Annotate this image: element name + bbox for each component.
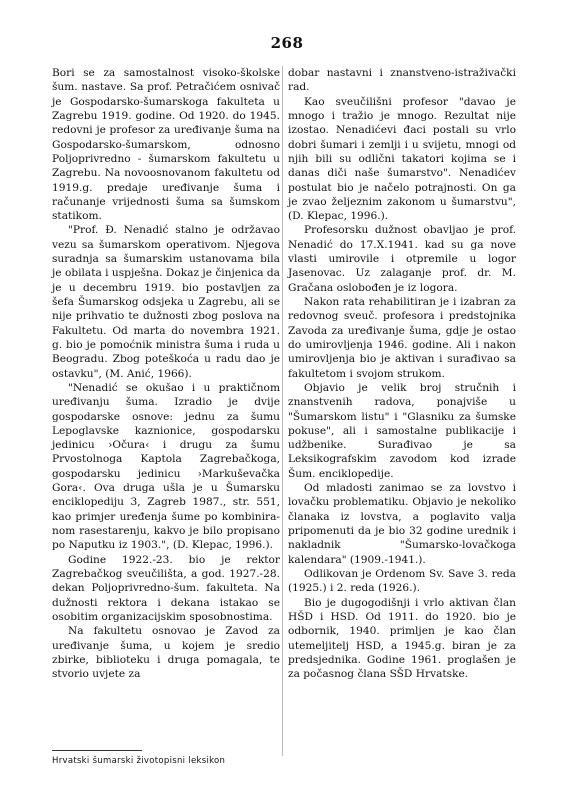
footer-title: Hrvatski šumarski životopisni leksikon [52, 756, 226, 766]
column-divider [282, 66, 283, 756]
paragraph: Godine 1922.-23. bio je rektor Zagrebačkog sveučilišta, a god. 1927.-28. dekan Poljoprivredno-šum. fakulteta. Na dužnosti rektora i dekana istakao se osobitim organizacijskim sposobnostima. [52, 553, 280, 623]
footer-rule [52, 750, 142, 751]
paragraph: Odlikovan je Ordenom Sv. Save 3. reda (1925.) i 2. reda (1926.). [288, 567, 516, 595]
paragraph: Bio je dugogodišnji i vrlo aktivan član HŠD i HSD. Od 1911. do 1920. bio je odbornik, 1940. primljen je kao član utemeljitelj HSD, a 1945.g. biran je za predsjednika. Godine 1961. proglašen je za počasnog člana SŠD Hrvatske. [288, 596, 516, 681]
paragraph: Nakon rata rehabilitiran je i izabran za redovnog sveuč. profesora i predstojnika Zavoda za uređivanje šuma, gdje je ostao do umirovljenja 1946. godine. Ali i nakon umirovljenja bio je aktivan i surađivao sa fakultetom i svojom strukom. [288, 296, 516, 380]
paragraph: dobar nastavni i znanstveno-istraživački rad. [288, 67, 516, 94]
left-column [52, 66, 280, 681]
paragraph: "Nenadić se okušao i u praktičnom uređivanju šuma. Izradio je dvije gospodarske osnove: jednu za šumu Lepoglavske kaznionice, gospodarsku jedinicu ›Očura‹ i drugu za šumu Prvostolnoga Kaptola Zagrebačkoga, gospodarsku jedinicu ›Markuševačka Gora‹. Ova druga ušla je u Šumarsku enciklopediju 3, Zagreb 1987., str. 551, kao primjer uređenja šume po kombiniranom rasestarenju, kakvo je bilo propisano po Naputku iz 1903.", (D. Klepac, 1996.). [52, 381, 280, 552]
paragraph: Bori se za samostalnost visoko-školske šum. nastave. Sa prof. Petračićem osnivač je Gospodarsko-šumarskoga fakulteta u Zagrebu 1919. godine. Od 1920. do 1945. redovni je profesor za uređivanje šuma na Gospodarsko-šumarskom, odnosno Poljoprivredno - šumarskom fakultetu u Zagrebu. Na novoosnovanom fakultetu od 1919.g. predaje uređivanje šuma i računanje vrijednosti šuma sa šumskom statikom. [52, 67, 280, 223]
paragraph: "Prof. Đ. Nenadić stalno je održavao vezu sa šumarskom operativom. Njegova suradnja sa šumarskim ustanovama bila je obilata i uspješna. Dokaz je činjenica da je u decembru 1919. bio postavljen za šefa Šumarskog odsjeka u Zagrebu, ali se nije prihvatio te dužnosti zbog poslova na Fakultetu. Od marta do novembra 1921. g. bio je pomoćnik ministra šuma i ruda u Beogradu. Zbog poteškoća u radu dao je ostavku", (M. Anić, 1966). [52, 224, 280, 380]
page-number: 268 [270, 34, 304, 52]
paragraph: Na fakultetu osnovao je Zavod za uređivanje šuma, u kojem je sredio zbirke, biblioteku i druga pomagala, te stvorio uvjete za [52, 625, 280, 681]
paragraph: Kao sveučilišni profesor "davao je mnogo i tražio je mnogo. Rezultat nije izostao. Nenadićevi đaci postali su vrlo dobri šumari i zemlji i u svijetu, mnogi od njih bili su odlični takatori kojima se i danas diči naše šumarstvo". Nenadićev postulat bio je načelo potrajnosti. On ga je zvao željeznim zakonom u šumarstvu", (D. Klepac, 1996.). [288, 95, 516, 223]
right-column [288, 66, 516, 681]
paragraph: Objavio je velik broj stručnih i znanstvenih radova, ponajviše u "Šumarskom listu" i "Glasniku za šumske pokuse", ali i samostalne publikacije i udžbenike. Surađivao je sa Leksikografskim zavodom kod izrade Šum. enciklopedije. [288, 381, 516, 480]
paragraph: Profesorsku dužnost obavljao je prof. Nenadić do 17.X.1941. kad su ga nove vlasti umirovile i otpremile u logor Jasenovac. Uz zalaganje prof. dr. M. Gračana oslobođen je iz logora. [288, 224, 516, 294]
paragraph: Od mladosti zanimao se za lovstvo i lovačku problematiku. Objavio je nekoliko članaka iz lovstva, a poglavito valja pripomenuti da je bio 32 godine urednik i nakladnik "Šumarsko-lovačkoga kalendara" (1909.-1941.). [288, 482, 516, 566]
